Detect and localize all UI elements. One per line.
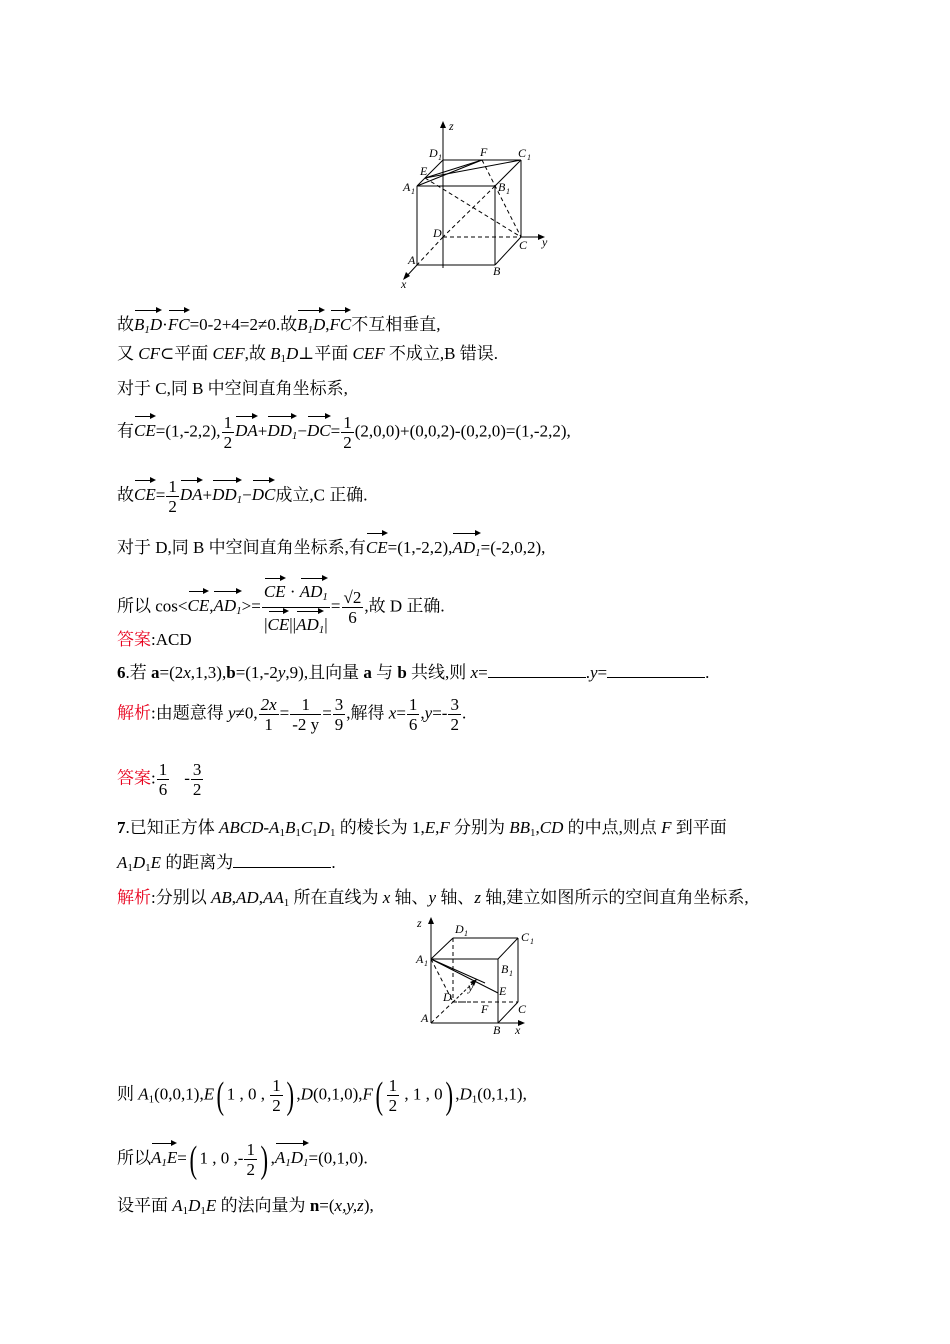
z-axis-label: z xyxy=(449,119,454,133)
line-cf-plane: 又 CF⊂平面 CEF,故 $B_1D\perp$平面 CEF 不成立,B 错误. xyxy=(117,344,498,365)
x-axis-label: x xyxy=(401,277,407,290)
vertex-a1: A xyxy=(403,180,411,194)
svg-text:1: 1 xyxy=(506,187,510,196)
svg-text:1: 1 xyxy=(438,153,442,162)
line-normal-vector: 设平面 $A_1D_1E$ 的法向量为 n=(x,y,z), xyxy=(117,1196,374,1217)
point-f: F xyxy=(480,145,488,159)
vertex-b: B xyxy=(493,1023,501,1037)
svg-text:1: 1 xyxy=(411,187,415,196)
vertex-c: C xyxy=(518,1002,527,1016)
question-7-line2: $A_1D_1E$ 的距离为 . xyxy=(117,853,336,874)
y-axis-label: y xyxy=(468,980,474,994)
question-6: 6.若 a=(2x,1,3),b=(1,-2y,9),且向量 a 与 b 共线,则 x= .y= . xyxy=(117,663,710,682)
vertex-d: D xyxy=(433,226,442,240)
answer-6: 答案: $\frac{1}{6}$ - $\frac{3}{2}$ xyxy=(117,760,202,799)
point-e: E xyxy=(420,164,428,178)
svg-text:1: 1 xyxy=(530,937,534,946)
line-option-d: 对于 D,同 B 中空间直角坐标系,有$CE=(1,-2,2),AD_1=(-2,0,2)$, xyxy=(117,530,545,564)
vertex-c1: C xyxy=(518,146,527,160)
solution-7: 解析:分别以 $AB,AD,AA_1$ 所在直线为 x 轴、y 轴、z 轴,建立如图所示的空间直角坐标系, xyxy=(117,888,749,909)
line-b1d-fc: 故$B_1D\cdot FC=0-2+4=2\ne 0$.故$B_1D,FC$不互相垂直, xyxy=(117,307,441,341)
line-coordinates: 则 $A_1(0,0,1),E$( 1 , 0 , $\frac{1}{2}$ ) ,D(0,1,0),F( $\frac{1}{2}$ , 1 , 0) $,D_1(0,1,1)$, xyxy=(117,1074,527,1117)
vertex-a1: A xyxy=(416,952,424,966)
vertex-b1: B xyxy=(498,180,506,194)
svg-text:1: 1 xyxy=(464,929,468,938)
svg-text:1: 1 xyxy=(527,153,531,162)
svg-text:1: 1 xyxy=(424,959,428,968)
line-cos: 所以 $\cos<CE,AD_1>=$ $\frac{CE \cdot AD_1}{|CE||AD_1|}$ = $\frac{√2}{6}$ ,故 D 正确. xyxy=(117,575,445,640)
line-option-c: 对于 C,同 B 中空间直角坐标系, xyxy=(117,379,348,398)
vertex-d1: D xyxy=(429,146,438,160)
question-7-line1: 7.已知正方体 ABCD-$A_1B_1C_1D_1$ 的棱长为 1,E,F 分别为 $BB_1,CD$ 的中点,则点 F 到平面 xyxy=(117,818,727,839)
cube-figure-1 xyxy=(395,118,565,290)
vertex-d: D xyxy=(443,990,452,1004)
vertex-a: A xyxy=(408,253,416,267)
vertex-c1: C xyxy=(521,930,530,944)
line-c-correct: 故CE= $\frac{1}{2}$ $DA+DD_1-DC$成立,C 正确. xyxy=(117,477,368,516)
cube-figure-2 xyxy=(413,915,548,1040)
y-axis-label: y xyxy=(542,235,548,249)
vertex-a: A xyxy=(421,1011,429,1025)
line-ce-calc: 有CE=(1,-2,2), $\frac{1}{2}$ $DA+DD_1-DC=$ $\frac{1}{2}$ (2,0,0)+(0,0,2)-(0,2,0)=(1,-2,2), xyxy=(117,413,571,452)
answer-blank-y[interactable] xyxy=(607,663,705,678)
answer-blank-distance[interactable] xyxy=(233,853,331,868)
vertex-b1: B xyxy=(501,962,509,976)
point-f: F xyxy=(481,1002,489,1016)
z-axis-label: z xyxy=(417,916,422,930)
vertex-c: C xyxy=(519,238,528,252)
vertex-d1: D xyxy=(455,922,464,936)
point-e: E xyxy=(499,984,507,998)
x-axis-label: x xyxy=(515,1023,521,1037)
answer-5: 答案:ACD xyxy=(117,630,192,649)
solution-6: 解析:由题意得 y≠0, $\frac{2x}{1}$ = $\frac{1}{-2 y}$ = $\frac{3}{9}$ ,解得 x= $\frac{1}{6}$ ,y=- $\frac{3}{2}$ . xyxy=(117,695,467,734)
svg-text:1: 1 xyxy=(509,969,513,978)
vertex-b: B xyxy=(493,264,501,278)
line-vectors: 所以$A_1E=$( 1 , 0 ,- $\frac{1}{2}$ ) $,A_1D_1=(0,1,0)$. xyxy=(117,1138,368,1181)
answer-blank-x[interactable] xyxy=(488,663,586,678)
